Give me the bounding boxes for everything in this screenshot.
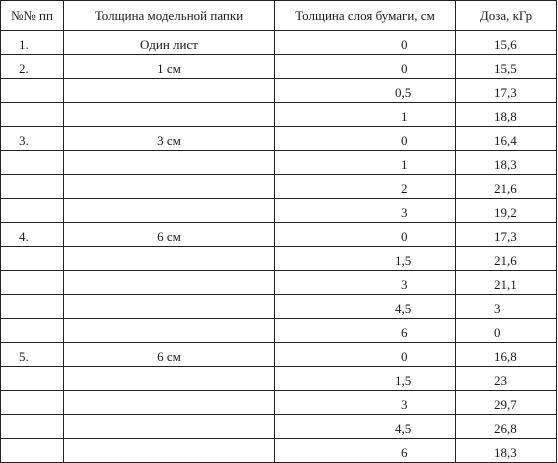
table-row bbox=[1, 31, 557, 55]
cell-dose: 21,6 bbox=[456, 247, 557, 271]
cell-dose: 18,8 bbox=[456, 103, 557, 127]
cell-folder-thickness bbox=[64, 247, 275, 271]
table-body bbox=[1, 31, 557, 463]
cell-paper-thickness: 3 bbox=[275, 391, 456, 415]
table-row bbox=[1, 151, 557, 175]
cell-num bbox=[1, 79, 64, 103]
cell-folder-thickness bbox=[64, 319, 275, 343]
cell-num bbox=[1, 415, 64, 439]
cell-folder-thickness bbox=[64, 439, 275, 463]
cell-dose: 23 bbox=[456, 367, 557, 391]
cell-num: 3. bbox=[1, 127, 64, 151]
cell-paper-thickness: 3 bbox=[275, 199, 456, 223]
cell-folder-thickness: 6 см bbox=[64, 223, 275, 247]
cell-paper-thickness: 4,5 bbox=[275, 295, 456, 319]
cell-dose: 15,5 bbox=[456, 55, 557, 79]
cell-num: 2. bbox=[1, 55, 64, 79]
cell-folder-thickness bbox=[64, 79, 275, 103]
table-row bbox=[1, 343, 557, 367]
cell-dose: 21,6 bbox=[456, 175, 557, 199]
table-row bbox=[1, 79, 557, 103]
table-row bbox=[1, 319, 557, 343]
cell-dose: 29,7 bbox=[456, 391, 557, 415]
table-row bbox=[1, 271, 557, 295]
cell-folder-thickness bbox=[64, 391, 275, 415]
table-row bbox=[1, 367, 557, 391]
table-row bbox=[1, 223, 557, 247]
cell-dose: 16,4 bbox=[456, 127, 557, 151]
cell-dose: 26,8 bbox=[456, 415, 557, 439]
header-dose: Доза, кГр bbox=[456, 1, 557, 31]
cell-num: 4. bbox=[1, 223, 64, 247]
cell-paper-thickness: 1 bbox=[275, 103, 456, 127]
table-row bbox=[1, 391, 557, 415]
cell-num bbox=[1, 151, 64, 175]
cell-num: 5. bbox=[1, 343, 64, 367]
table-row bbox=[1, 439, 557, 463]
cell-paper-thickness: 0 bbox=[275, 223, 456, 247]
cell-folder-thickness bbox=[64, 295, 275, 319]
table-row bbox=[1, 295, 557, 319]
cell-paper-thickness: 1,5 bbox=[275, 247, 456, 271]
cell-dose: 19,2 bbox=[456, 199, 557, 223]
cell-num bbox=[1, 295, 64, 319]
cell-dose: 18,3 bbox=[456, 439, 557, 463]
header-folder-thickness: Толщина модельной папки bbox=[64, 1, 275, 31]
cell-num bbox=[1, 271, 64, 295]
cell-paper-thickness: 0 bbox=[275, 127, 456, 151]
cell-folder-thickness bbox=[64, 271, 275, 295]
cell-num bbox=[1, 175, 64, 199]
cell-dose: 17,3 bbox=[456, 223, 557, 247]
cell-dose: 17,3 bbox=[456, 79, 557, 103]
cell-folder-thickness bbox=[64, 199, 275, 223]
cell-num bbox=[1, 367, 64, 391]
cell-paper-thickness: 4,5 bbox=[275, 415, 456, 439]
cell-dose: 15,6 bbox=[456, 31, 557, 55]
cell-folder-thickness bbox=[64, 151, 275, 175]
cell-dose: 3 bbox=[456, 295, 557, 319]
cell-folder-thickness bbox=[64, 175, 275, 199]
cell-folder-thickness bbox=[64, 415, 275, 439]
table-row bbox=[1, 415, 557, 439]
cell-dose: 18,3 bbox=[456, 151, 557, 175]
cell-num bbox=[1, 199, 64, 223]
header-num: №№ пп bbox=[1, 1, 64, 31]
cell-folder-thickness bbox=[64, 367, 275, 391]
cell-dose: 16,8 bbox=[456, 343, 557, 367]
table-row bbox=[1, 127, 557, 151]
cell-paper-thickness: 3 bbox=[275, 271, 456, 295]
cell-num bbox=[1, 391, 64, 415]
table-header-row bbox=[1, 1, 557, 31]
cell-paper-thickness: 2 bbox=[275, 175, 456, 199]
table-row bbox=[1, 103, 557, 127]
table-row bbox=[1, 247, 557, 271]
cell-folder-thickness: 6 см bbox=[64, 343, 275, 367]
cell-num bbox=[1, 103, 64, 127]
cell-paper-thickness: 6 bbox=[275, 439, 456, 463]
cell-paper-thickness: 0 bbox=[275, 31, 456, 55]
table-row bbox=[1, 55, 557, 79]
cell-paper-thickness: 0 bbox=[275, 343, 456, 367]
cell-dose: 21,1 bbox=[456, 271, 557, 295]
cell-num bbox=[1, 247, 64, 271]
cell-paper-thickness: 1 bbox=[275, 151, 456, 175]
cell-folder-thickness bbox=[64, 103, 275, 127]
cell-num bbox=[1, 439, 64, 463]
cell-num bbox=[1, 319, 64, 343]
cell-paper-thickness: 6 bbox=[275, 319, 456, 343]
cell-num: 1. bbox=[1, 31, 64, 55]
cell-paper-thickness: 0 bbox=[275, 55, 456, 79]
table-row bbox=[1, 199, 557, 223]
table-row bbox=[1, 175, 557, 199]
cell-folder-thickness: 1 см bbox=[64, 55, 275, 79]
cell-paper-thickness: 0,5 bbox=[275, 79, 456, 103]
cell-folder-thickness: 3 см bbox=[64, 127, 275, 151]
cell-folder-thickness: Один лист bbox=[64, 31, 275, 55]
cell-dose: 0 bbox=[456, 319, 557, 343]
cell-paper-thickness: 1,5 bbox=[275, 367, 456, 391]
header-paper-thickness: Толщина слоя бумаги, см bbox=[275, 1, 456, 31]
